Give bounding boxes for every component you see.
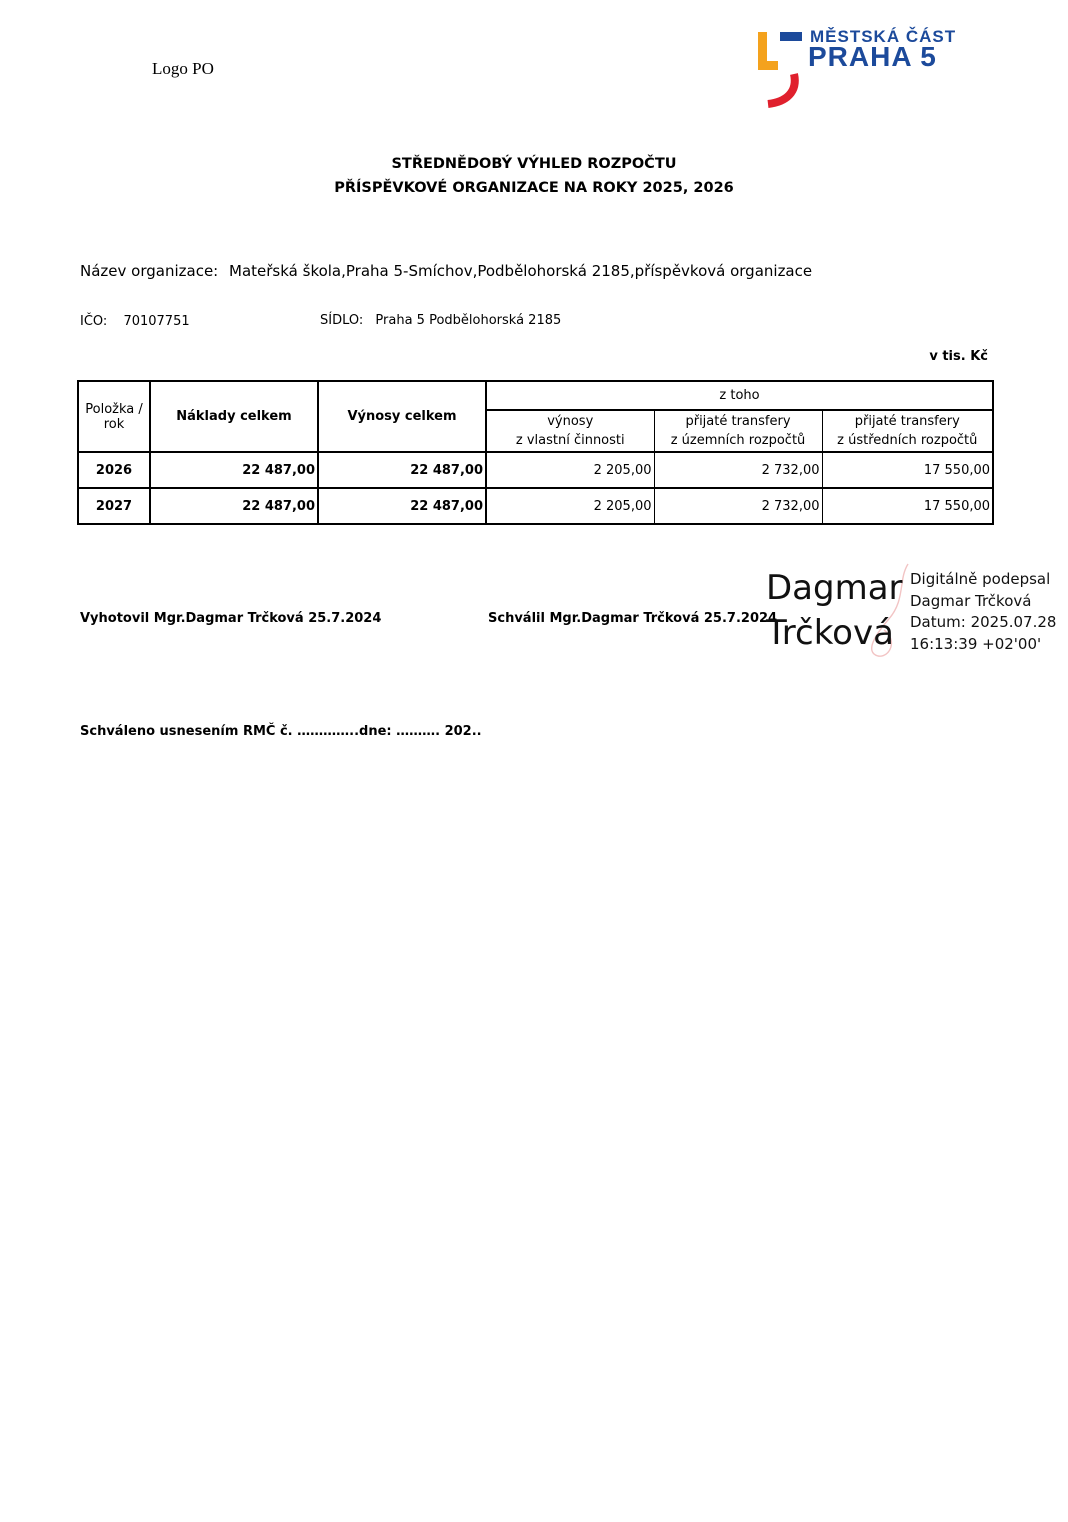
row-costs: 22 487,00 — [150, 452, 318, 488]
row-local: 2 732,00 — [654, 488, 822, 524]
ico-row — [80, 314, 190, 329]
row-revenues: 22 487,00 — [318, 452, 486, 488]
city-logo-line1: MĚSTSKÁ ČÁST — [810, 27, 957, 46]
city-logo-line2: PRAHA 5 — [808, 41, 937, 72]
digital-signature-name-line2: Trčková — [766, 613, 894, 653]
row-costs: 22 487,00 — [150, 488, 318, 524]
header-local-transfers — [654, 410, 822, 452]
header-item-year — [78, 381, 150, 452]
digital-signature-info-line3: Datum: 2025.07.28 — [910, 613, 1057, 631]
seat-label: SÍDLO: — [320, 313, 364, 328]
ico-label: IČO: — [80, 314, 108, 329]
row-central: 17 550,00 — [822, 488, 993, 524]
header-central-line2: z ústředních rozpočtů — [837, 433, 978, 448]
unit-label: v tis. Kč — [929, 349, 988, 364]
header-own-line1: výnosy — [547, 414, 594, 429]
header-local-line2: z územních rozpočtů — [670, 433, 806, 448]
row-revenues: 22 487,00 — [318, 488, 486, 524]
digital-signature-name — [766, 566, 903, 656]
row-year: 2026 — [78, 452, 150, 488]
seat-value: Praha 5 Podbělohorská 2185 — [375, 313, 562, 328]
prepared-by: Vyhotovil Mgr.Dagmar Trčková 25.7.2024 — [80, 611, 382, 626]
logo-placeholder: Logo PO — [152, 59, 214, 78]
digital-signature-info-line1: Digitálně podepsal — [910, 570, 1051, 588]
header-item-year-line2: rok — [103, 416, 125, 432]
header-own-line2: z vlastní činnosti — [515, 433, 625, 448]
row-own: 2 205,00 — [486, 452, 654, 488]
row-year: 2027 — [78, 488, 150, 524]
page-title-line2: PŘÍSPĚVKOVÉ ORGANIZACE NA ROKY 2025, 2026 — [334, 180, 734, 196]
budget-table — [77, 380, 994, 525]
header-item-year-line1: Položka / — [85, 401, 143, 417]
table-row — [78, 452, 993, 488]
row-own: 2 205,00 — [486, 488, 654, 524]
header-central-transfers — [822, 410, 993, 452]
organization-name-label: Název organizace: — [80, 262, 219, 280]
header-costs: Náklady celkem — [150, 381, 318, 452]
table-row — [78, 488, 993, 524]
header-revenues: Výnosy celkem — [318, 381, 486, 452]
header-of-which: z toho — [486, 381, 993, 410]
digital-signature-info — [910, 569, 1056, 655]
digital-signature-name-line1: Dagmar — [766, 568, 903, 608]
digital-signature-info-line2: Dagmar Trčková — [910, 591, 1032, 610]
ico-value: 70107751 — [123, 314, 190, 329]
header-central-line1: přijaté transfery — [854, 414, 960, 429]
seat-row — [320, 313, 561, 328]
row-local: 2 732,00 — [654, 452, 822, 488]
header-local-line1: přijaté transfery — [685, 414, 791, 429]
approval-note: Schváleno usnesením RMČ č. …………..dne: ………. 202.. — [80, 724, 482, 739]
table-header-row — [78, 381, 993, 410]
header-own-activity — [486, 410, 654, 452]
approved-by: Schválil Mgr.Dagmar Trčková 25.7.2024 — [488, 611, 778, 626]
row-central: 17 550,00 — [822, 452, 993, 488]
organization-name-row — [80, 262, 812, 280]
page-title-line1: STŘEDNĚDOBÝ VÝHLED ROZPOČTU — [391, 156, 677, 172]
organization-name: Mateřská škola,Praha 5-Smíchov,Podbělohorská 2185,příspěvková organizace — [229, 262, 813, 280]
digital-signature-info-line4: 16:13:39 +02'00' — [910, 634, 1042, 653]
